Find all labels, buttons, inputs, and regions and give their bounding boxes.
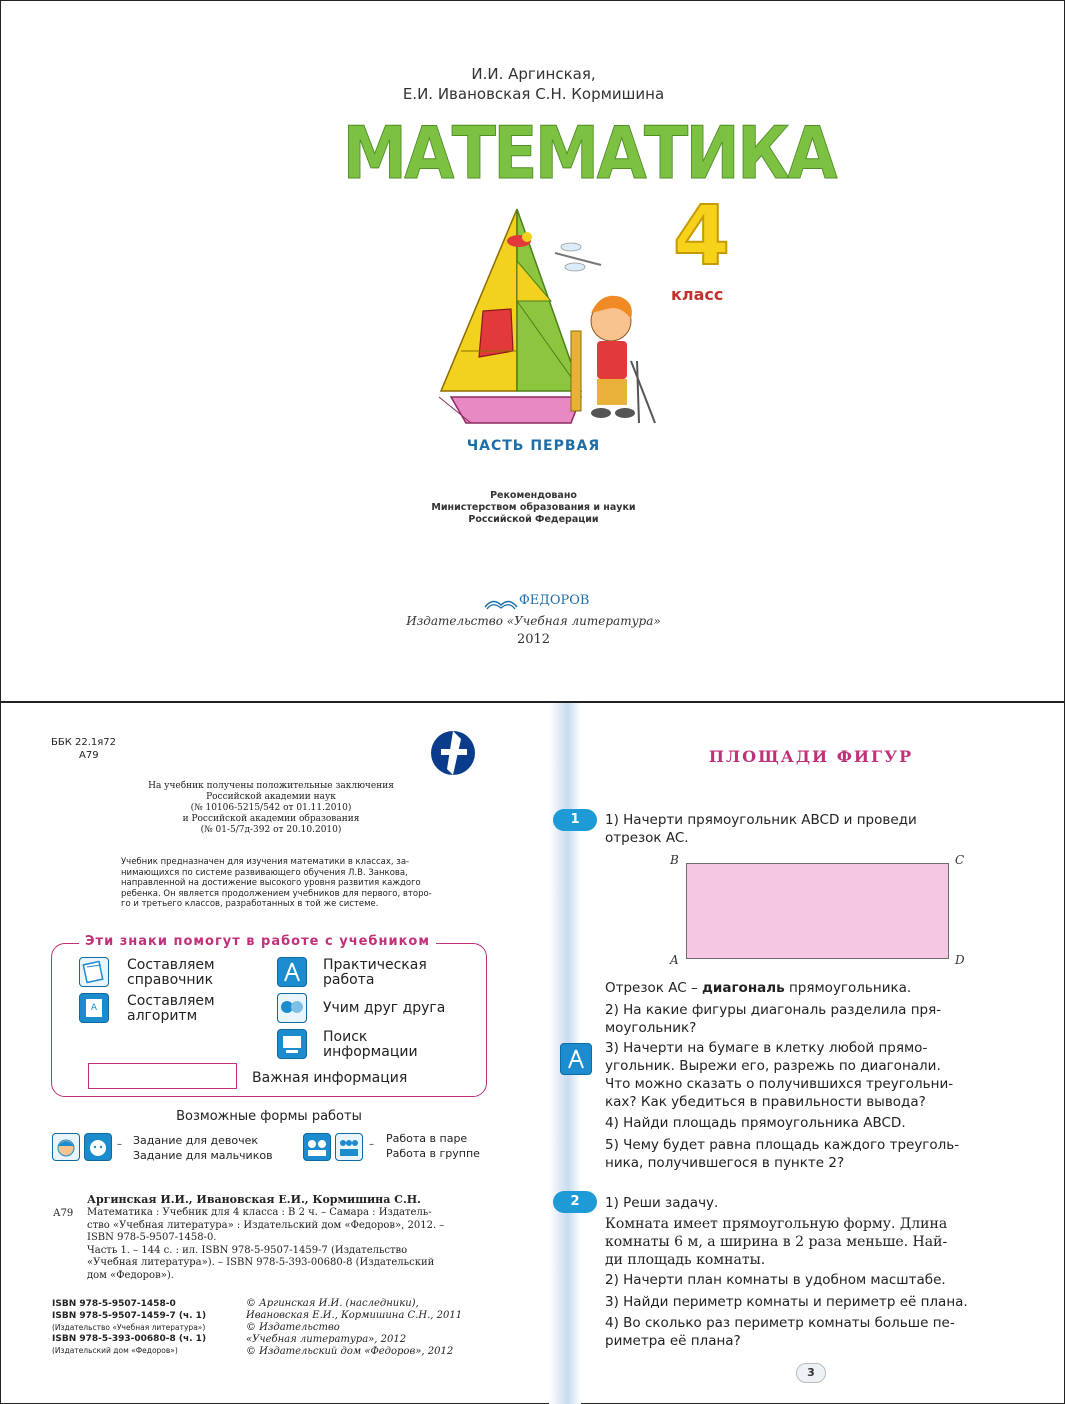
yellow-sail (441, 209, 517, 391)
vertex-c: C (955, 853, 965, 867)
recommendation: Рекомендовано Министерством образования и науки Российской Федерации (431, 490, 636, 525)
section-title: ПЛОЩАДИ ФИГУР (708, 747, 914, 766)
task2-problem: Комната имеет прямоугольную форму. Длина комнаты 6 м, а ширина в 2 раза меньше. Най- ди площадь комнаты. (605, 1216, 948, 1268)
legend-practical: Практическая работа (323, 957, 427, 988)
book-code: А79 (79, 750, 99, 761)
biblio-code: А79 (53, 1208, 74, 1219)
algorithm-icon (79, 993, 109, 1023)
task2-q4: 4) Во сколько раз периметр комнаты больше пе- риметра её плана? (605, 1315, 955, 1349)
task2-q2: 2) Начерти план комнаты в удобном масштабе. (605, 1272, 946, 1288)
task1-q2: 2) На какие фигуры диагональ разделила пря- моугольник? (605, 1002, 942, 1036)
boy-face-icon (84, 1133, 112, 1161)
publication-year: 2012 (516, 632, 551, 647)
publisher-logo: ФЕДОРОВ (483, 589, 593, 611)
vertex-d: D (955, 953, 965, 967)
sailboat-illustration (431, 201, 671, 431)
inner-spread (0, 702, 1065, 1404)
legend-algorithm: Составляем алгоритм (127, 993, 215, 1024)
grade-number: 4 (673, 189, 731, 284)
work-forms-title: Возможные формы работы (176, 1109, 362, 1124)
grade-word: класс (671, 285, 724, 304)
task1-q5: 5) Чему будет равна площадь каждого треуголь- ника, получившегося в пункте 2? (605, 1137, 960, 1171)
red-square (479, 309, 513, 357)
girl-face-icon (52, 1133, 80, 1161)
group-icon (335, 1133, 363, 1161)
task2-q1: 1) Реши задачу. (605, 1195, 719, 1211)
task-number-1: 1 (553, 809, 597, 831)
book-title: МАТЕМАТИКА (342, 111, 835, 195)
isbn-list: ISBN 978-5-9507-1458-0 ISBN 978-5-9507-1459-7 (ч. 1) (Издательство «Учебная литература») ISBN 978-5-393-00680-8 (ч. 1) (Издательский дом «Федоров») (52, 1299, 207, 1355)
vertex-b: B (670, 853, 679, 867)
dash-2: – (369, 1139, 374, 1150)
teach-icon (277, 993, 307, 1023)
ruler-icon (571, 331, 581, 411)
part-label: ЧАСТЬ ПЕРВАЯ (466, 438, 601, 454)
book-description: Учебник предназначен для изучения математики в классах, за- нимающихся по системе развивающего обучения Л.В. Занкова, направленной на достижение высокого уровня развития каждого ребенка. Он является продолжением учебников для первого, второ- го и третьего классов, разработанных в той же системе. (121, 857, 432, 909)
diagonal-definition: Отрезок AC – диагональ прямоугольника. (605, 980, 912, 996)
biblio-record: Математика : Учебник для 4 класса : В 2 ч. – Самара : Издатель- ство «Учебная литература» : Издательский дом «Федоров», 2012. – ISBN 978-5-9507-1458-0. Часть 1. – 144 с. : ил. ISBN 978-5-9507-1459-7 (Издательство «Учебная литература»). – ISBN 978-5-393-00680-8 (Издательский дом «Федоров»). (87, 1207, 445, 1281)
copyright: © Аргинская И.И. (наследники), Ивановская Е.И., Кормишина С.Н., 2011 © Издательство «Учебная литература», 2012 © Издательский дом «Федоров», 2012 (246, 1298, 463, 1357)
boat-hull (451, 397, 581, 423)
author-line-2: Е.И. Ивановская С.Н. Кормишина (402, 85, 665, 103)
task1-q1: 1) Начерти прямоугольник ABCD и проведи отрезок AC. (605, 812, 917, 846)
task1-q4: 4) Найди площадь прямоугольника ABCD. (605, 1115, 906, 1131)
dash-1: – (117, 1139, 122, 1150)
book-icon (483, 591, 519, 611)
handbook-icon (79, 957, 109, 987)
practical-icon (277, 957, 307, 987)
approvals: На учебник получены положительные заключения Российской академии наук (№ 10106-5215/542 от 01.11.2010) и Российской академии образования (№ 01-5/7д-392 от 20.10.2010) (148, 781, 394, 835)
important-info-box (88, 1063, 237, 1089)
rectangle-abcd (686, 863, 949, 959)
svg-text:A: A (90, 1003, 98, 1013)
publisher-name: Издательство «Учебная литература» (406, 614, 661, 628)
biblio-title: Аргинская И.И., Ивановская Е.И., Кормишина С.Н. (87, 1193, 421, 1206)
forms-collective: Работа в паре Работа в группе (386, 1132, 480, 1160)
legend-teach: Учим друг друга (323, 1000, 446, 1016)
legend-title: Эти знаки помогут в работе с учебником (79, 934, 436, 949)
search-info-icon (277, 1029, 307, 1059)
task2-q3: 3) Найди периметр комнаты и периметр её плана. (605, 1294, 968, 1310)
legend-important: Важная информация (252, 1070, 408, 1086)
author-line-1: И.И. Аргинская, (471, 65, 596, 83)
practical-work-icon (560, 1043, 592, 1075)
task-number-2: 2 (553, 1191, 597, 1213)
zankov-emblem-icon (427, 729, 489, 781)
zankov-logo (427, 729, 489, 791)
pair-icon (303, 1133, 331, 1161)
legend-handbook: Составляем справочник (127, 957, 215, 988)
task1-q3: 3) Начерти на бумаге в клетку любой прямо- угольник. Вырежи его, разрежь по диагонали. Что можно сказать о получившихся треугольни- ках? Как убедиться в правильности вывода? (605, 1040, 954, 1110)
bbk-code: ББК 22.1я72 (51, 737, 117, 748)
vertex-a: A (670, 953, 679, 967)
page-number: 3 (796, 1363, 826, 1383)
legend-search: Поиск информации (323, 1029, 418, 1060)
forms-individual: Задание для девочек Задание для мальчиков (133, 1134, 273, 1162)
